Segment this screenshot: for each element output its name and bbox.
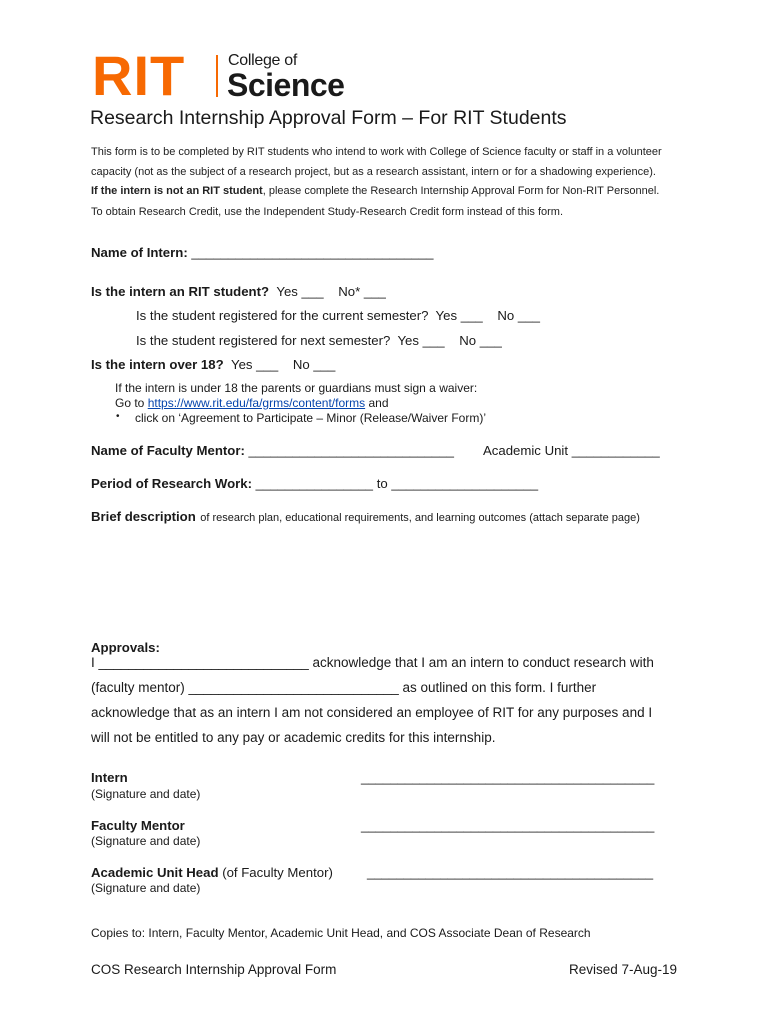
unit-head-signature-sub: (Signature and date) — [91, 881, 201, 895]
name-of-intern-label: Name of Intern: — [91, 245, 188, 260]
rit-logo-wordmark: RIT — [92, 44, 186, 107]
logo-college-of: College of — [228, 52, 298, 69]
academic-unit-field[interactable] — [483, 443, 660, 458]
faculty-mentor-field[interactable] — [91, 443, 454, 458]
next-semester-question[interactable]: Is the student registered for next semester? Yes ___ No ___ — [136, 333, 502, 348]
footer-form-name: COS Research Internship Approval Form — [91, 962, 337, 977]
over-18-label: Is the intern over 18? — [91, 357, 224, 372]
current-semester-question[interactable]: Is the student registered for the current semester? Yes ___ No ___ — [136, 308, 540, 323]
faculty-mentor-label: Name of Faculty Mentor: — [91, 443, 245, 458]
mentor-signature-label: Faculty Mentor — [91, 818, 185, 833]
research-period-field[interactable] — [91, 476, 538, 491]
mentor-signature-sub: (Signature and date) — [91, 834, 201, 848]
rit-student-question — [91, 284, 386, 299]
research-period-label: Period of Research Work: — [91, 476, 252, 491]
name-of-intern-field[interactable] — [91, 245, 433, 260]
intro-line-3-rest: , please complete the Research Internship Approval Form for Non-RIT Personnel. — [262, 185, 660, 197]
waiver-goto: Go to — [115, 396, 145, 410]
intro-line-3 — [91, 185, 659, 197]
approvals-line-4: will not be entitled to any pay or academic credits for this internship. — [91, 730, 496, 745]
brief-description — [91, 508, 640, 526]
intro-line-2: capacity (not as the subject of a research project, but as a research assistant, intern or for a shadowing experience). — [91, 166, 656, 178]
intro-line-4: To obtain Research Credit, use the Independent Study-Research Credit form instead of this form. — [91, 206, 564, 218]
research-period-to: to — [376, 476, 388, 491]
mentor-signature-line[interactable]: ________________________________________ — [361, 818, 655, 833]
intern-signature-sub: (Signature and date) — [91, 787, 201, 801]
waiver-and: and — [368, 396, 389, 410]
page-title: Research Internship Approval Form – For RIT Students — [90, 107, 567, 129]
unit-head-label-note: (of Faculty Mentor) — [222, 865, 333, 880]
research-period-end-blank[interactable]: ____________________ — [391, 476, 539, 491]
unit-head-label: Academic Unit Head — [91, 865, 219, 880]
logo-divider — [216, 55, 218, 97]
brief-description-label: Brief description — [91, 509, 196, 524]
academic-unit-blank[interactable]: ____________ — [571, 443, 660, 458]
approvals-heading: Approvals: — [91, 640, 160, 655]
academic-unit-label: Academic Unit — [483, 443, 569, 458]
approvals-line-1[interactable]: I ____________________________ acknowledge that I am an intern to conduct research with — [91, 655, 654, 670]
waiver-click-instruction: click on ‘Agreement to Participate – Minor (Release/Waiver Form)’ — [135, 411, 487, 425]
intro-line-1: This form is to be completed by RIT students who intend to work with College of Science faculty or staff in a volunteer — [91, 146, 662, 158]
copies-to-note: Copies to: Intern, Faculty Mentor, Academic Unit Head, and COS Associate Dean of Research — [91, 926, 591, 940]
name-of-intern-blank[interactable]: _________________________________ — [191, 245, 434, 260]
intro-line-3-bold: If the intern is not an RIT student — [91, 185, 263, 197]
brief-description-note: of research plan, educational requirements, and learning outcomes (attach separate page) — [200, 512, 640, 524]
unit-head-signature-line[interactable]: _______________________________________ — [367, 865, 654, 880]
waiver-note: If the intern is under 18 the parents or guardians must sign a waiver: — [115, 381, 478, 395]
logo-science: Science — [227, 67, 345, 103]
footer-revised-date: Revised 7-Aug-19 — [569, 962, 678, 977]
rit-student-options[interactable]: Yes ___ No* ___ — [276, 284, 386, 299]
unit-head-signature-label — [91, 865, 333, 880]
approvals-line-2[interactable]: (faculty mentor) ____________________________ as outlined on this form. I further — [91, 680, 597, 695]
intern-signature-line[interactable]: ________________________________________ — [361, 770, 655, 785]
waiver-goto-line — [115, 396, 389, 410]
over-18-options[interactable]: Yes ___ No ___ — [230, 357, 336, 372]
intern-signature-label: Intern — [91, 770, 128, 785]
approvals-line-3: acknowledge that as an intern I am not considered an employee of RIT for any purposes and I — [91, 705, 653, 720]
waiver-forms-link[interactable]: https://www.rit.edu/fa/grms/content/forms — [147, 396, 366, 410]
faculty-mentor-blank[interactable]: ____________________________ — [248, 443, 454, 458]
research-period-start-blank[interactable]: ________________ — [255, 476, 374, 491]
over-18-question — [91, 357, 335, 372]
bullet-icon: • — [116, 411, 120, 422]
rit-student-label: Is the intern an RIT student? — [91, 284, 270, 299]
